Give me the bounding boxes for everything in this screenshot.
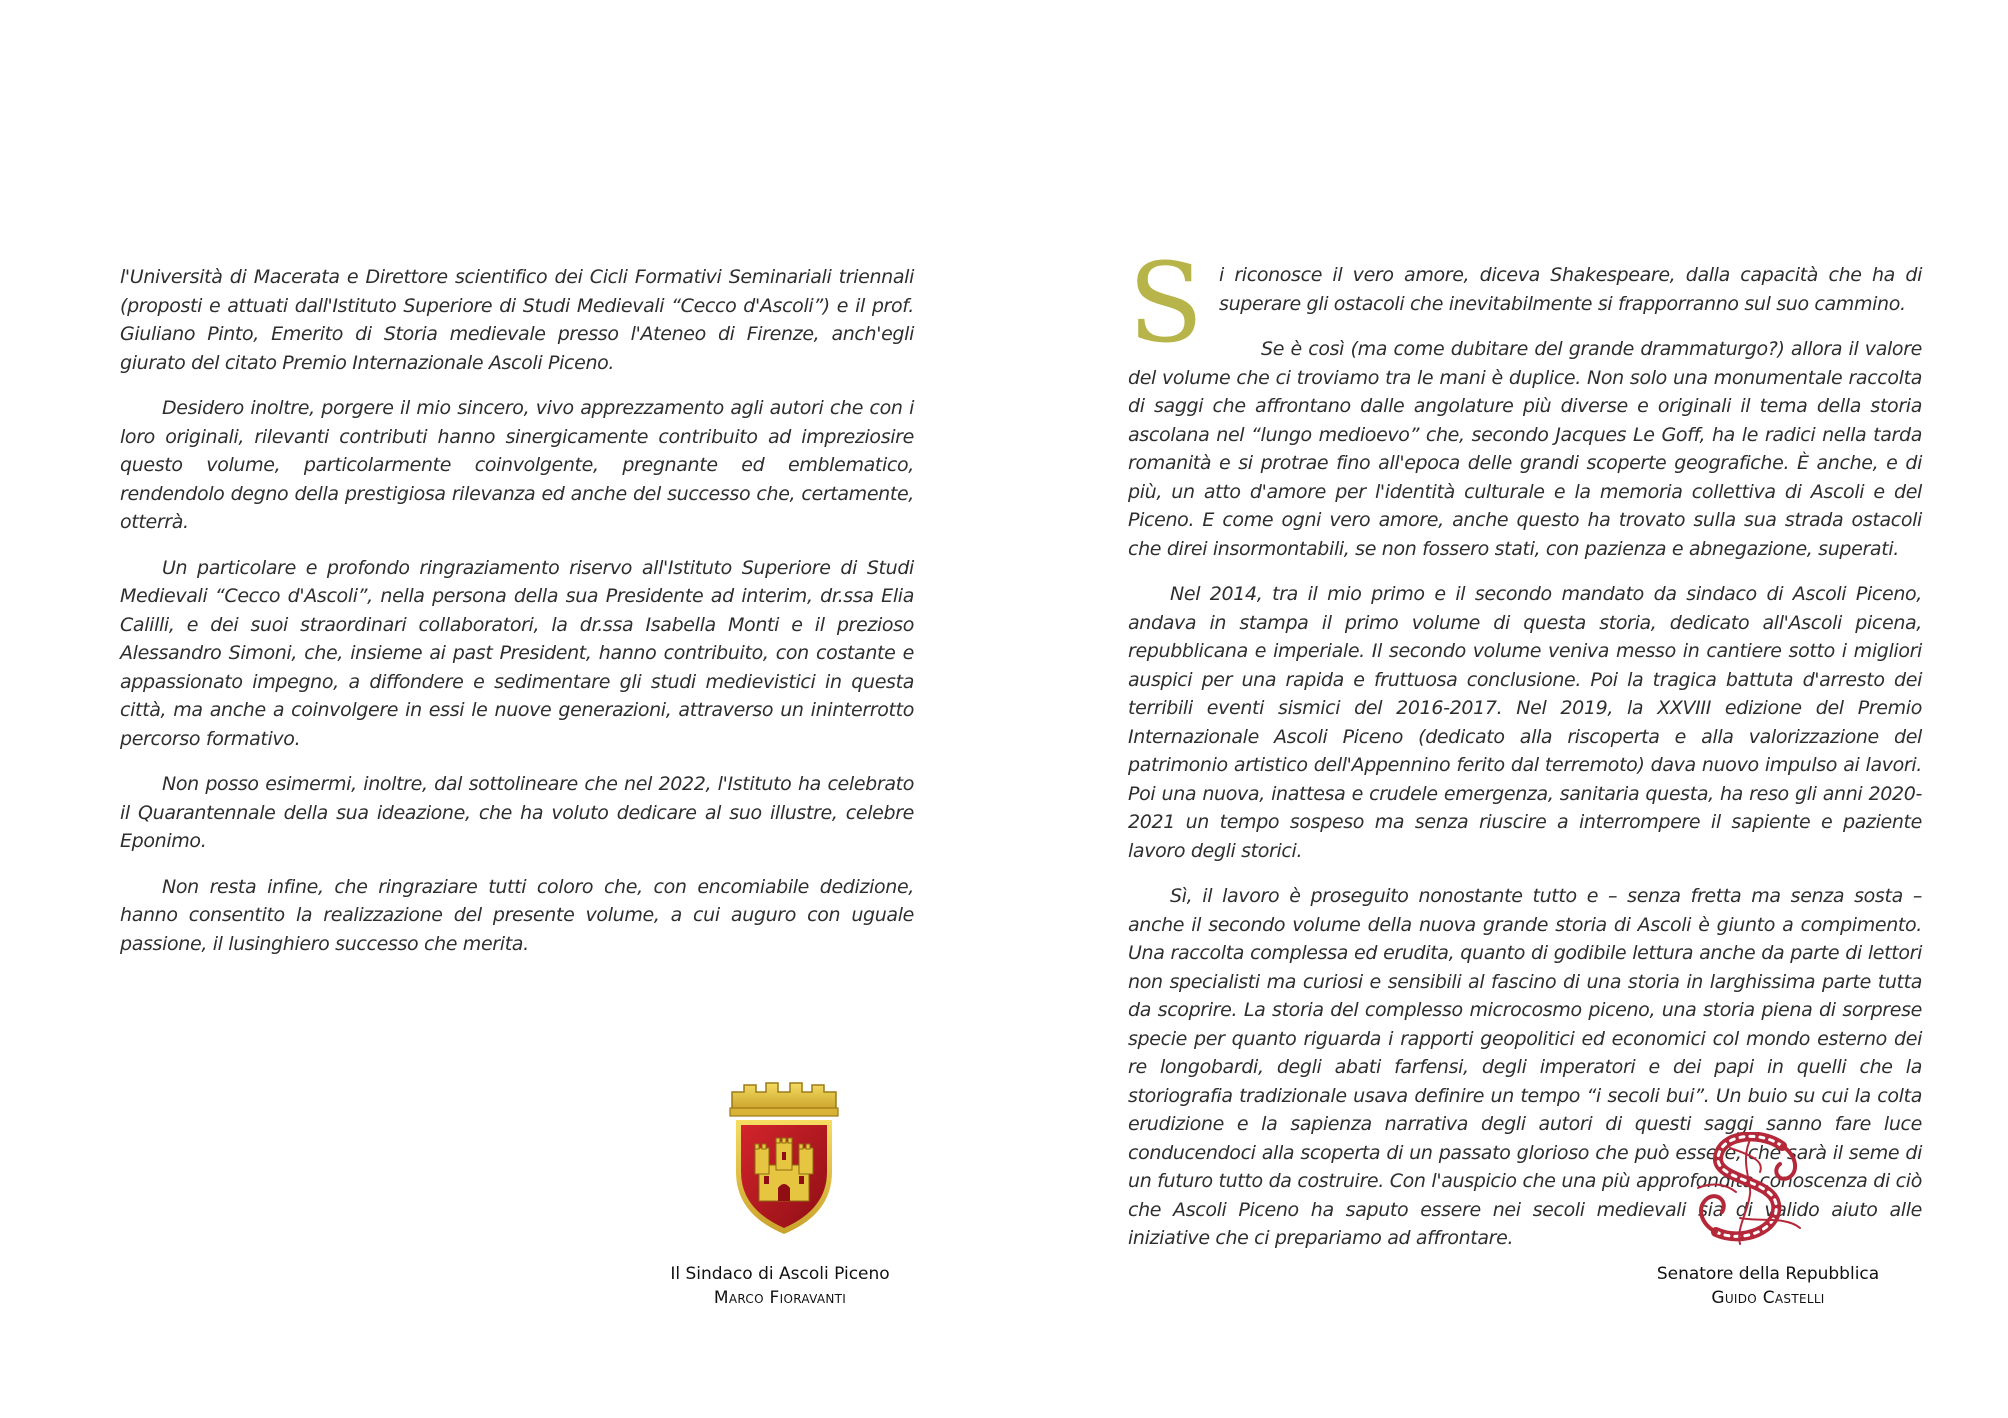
paragraph: Non posso esimermi, inoltre, dal sottolineare che nel 2022, l'Istituto ha celebrato il Quarantennale della sua ideazione, che ha voluto dedicare al suo illustre, celebre Eponimo. bbox=[120, 773, 914, 852]
opening-paragraph bbox=[1128, 239, 1922, 367]
paragraph: Un particolare e profondo ringraziamento riservo all'Istituto Superiore di Studi Medievali “Cecco d'Ascoli”, nella persona della sua Presidente ad interim, dr.ssa Elia Calilli, e dei suoi straordinari collaboratori, la dr.ssa Isabella Monti e il prezioso Alessandro Simoni, che, insieme ai past President, hanno contribuito, con costante e appassionato impegno, a diffondere e sedimentare gli studi medievistici in questa città, ma anche a coinvolgere in essi le nuove generazioni, attraverso un ininterrotto percorso formativo. bbox=[120, 556, 914, 750]
paragraph: Sì, il lavoro è proseguito nonostante tutto e – senza fretta ma senza sosta – anche il secondo volume della nuova grande storia di Ascoli è giunto a compimento. Una raccolta complessa ed erudita, quanto di godibile lettura anche da parte di lettori non specialisti ma curiosi e sensibili al fascino di una storia in larghissima parte tutta da scoprire. La storia del complesso microcosmo piceno, una storia piena di sorprese specie per quanto riguarda i rapporti geopolitici ed economici col mondo esterno dei re longobardi, degli abati farfensi, degli imperatori e dei papi in quelli che la storiografia tradizionale usava definire un tempo “i secoli bui”. Un buio su cui la colta erudizione e la sapienza narrativa degli autori di questi saggi sanno fare luce conducendoci alla scoperta di un passato glorioso che può essere, che sarà il seme di un futuro tutto da costruire. Con l'auspicio che una più approfondita conoscenza di ciò che Ascoli Piceno ha saputo essere nei secoli medievali sia di valido aiuto alle iniziative che ci prepariamo ad affrontare. bbox=[1128, 885, 1922, 1249]
paragraph: l'Università di Macerata e Direttore scientifico dei Cicli Formativi Seminariali triennali (proposti e attuati dall'Istituto Superiore di Studi Medievali “Cecco d'Ascoli”) e il prof. Giuliano Pinto, Emerito di Storia medievale presso l'Ateneo di Firenze, anch'egli giurato del citato Premio Internazionale Ascoli Piceno. bbox=[120, 266, 914, 374]
senator-signature bbox=[1618, 1262, 1918, 1309]
right-page bbox=[1004, 0, 2008, 1418]
paragraph: Nel 2014, tra il mio primo e il secondo mandato da sindaco di Ascoli Piceno, andava in stampa il primo volume di questa storia, dedicato all'Ascoli picena, repubblicana e imperiale. Il secondo volume veniva messo in cantiere sotto i migliori auspici per una rapida e fruttuosa conclusione. Poi la tragica battuta d'arresto dei terribili eventi sismici del 2016-2017. Nel 2019, la XXVIII edizione del Premio Internazionale Ascoli Piceno (dedicato alla riscoperta e alla valorizzazione del patrimonio artistico dell'Appennino ferito dal terremoto) dava nuovo impulso ai lavori. Poi una nuova, inattesa e crudele emergenza, sanitaria questa, ha reso gli anni 2020-2021 un tempo sospeso ma senza riuscire a interrompere il sapiente e paziente lavoro degli storici. bbox=[1128, 583, 1922, 862]
signature-title: Senatore della Repubblica bbox=[1656, 1264, 1880, 1284]
opening-text: i riconosce il vero amore, diceva Shakespeare, dalla capacità che ha di superare gli ostacoli che inevitabilmente si frapporranno sul suo cammino. bbox=[1219, 264, 1922, 315]
paragraph: Se è così (ma come dubitare del grande drammaturgo?) allora il valore del volume che ci troviamo tra le mani è duplice. Non solo una monumentale raccolta di saggi che affrontano dalle angolature più diverse e originali il tema della storia ascolana nel “lungo medioevo” che, secondo Jacques Le Goff, ha le radici nella tarda romanità e si protrae fino all'epoca delle grandi scoperte geografiche. È anche, e di più, un atto d'amore per l'identità culturale e la memoria collettiva di Ascoli e del Piceno. E come ogni vero amore, anche questo ha trovato sulla sua strada ostacoli che direi insormontabili, se non fossero stati, con pazienza e abnegazione, superati. bbox=[1128, 338, 1922, 560]
signature-title: Il Sindaco di Ascoli Piceno bbox=[670, 1264, 890, 1284]
paragraph: Non resta infine, che ringraziare tutti coloro che, con encomiabile dedizione, hanno consentito la realizzazione del presente volume, a cui auguro con uguale passione, il lusinghiero successo che merita. bbox=[120, 875, 914, 955]
drop-cap: S bbox=[1128, 239, 1204, 367]
signature-name: Guido Castelli bbox=[1711, 1288, 1825, 1308]
coat-of-arms-icon bbox=[726, 1080, 842, 1238]
left-page-body bbox=[120, 263, 914, 975]
right-page-body bbox=[1128, 239, 1922, 1270]
paragraph: Desidero inoltre, porgere il mio sincero, vivo apprezzamento agli autori che con i loro originali, rilevanti contributi hanno sinergicamente contribuito ad impreziosire questo volume, particolarmente coinvolgente, pregnante ed emblematico, rendendolo degno della prestigiosa rilevanza ed anche del successo che, certamente, otterrà. bbox=[120, 397, 914, 533]
s-monogram-icon bbox=[1690, 1132, 1812, 1252]
mayor-signature bbox=[650, 1262, 910, 1309]
signature-name: Marco Fioravanti bbox=[713, 1288, 847, 1308]
